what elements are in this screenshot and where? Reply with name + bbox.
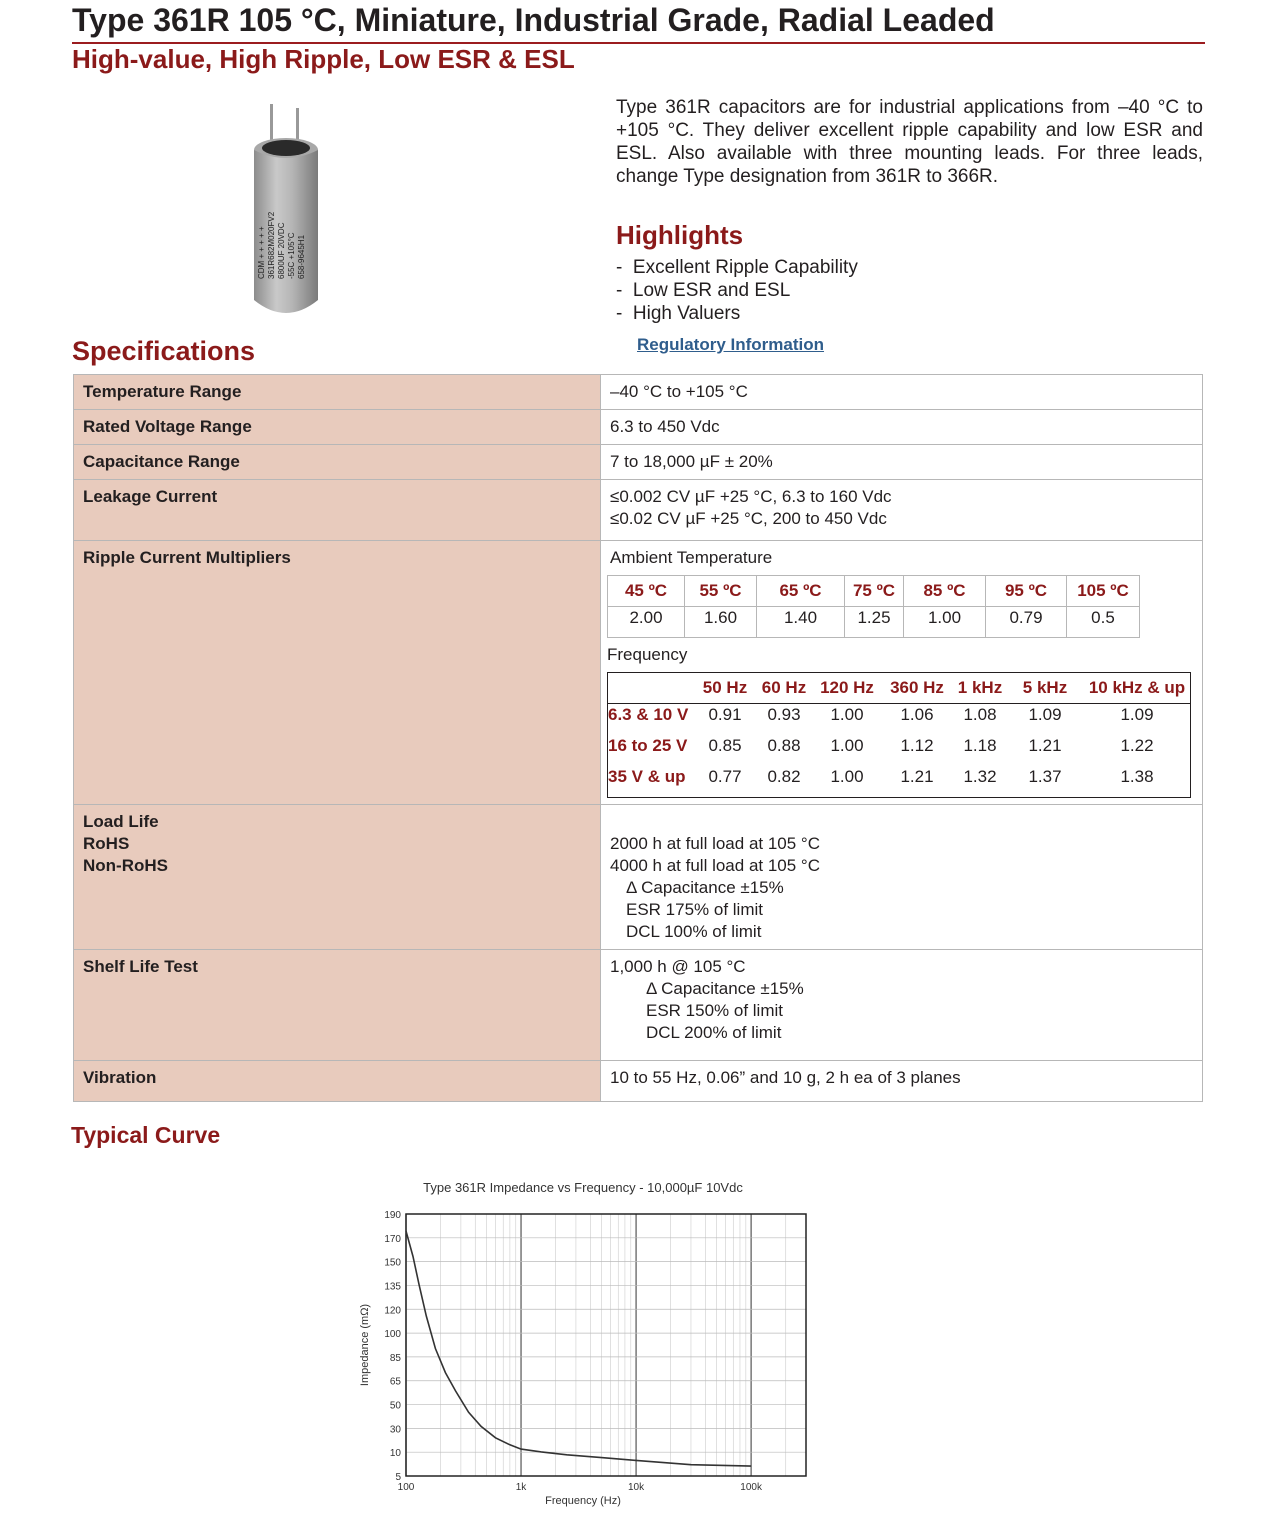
y-tick-label: 10 xyxy=(389,1448,401,1460)
y-tick-label: 170 xyxy=(384,1233,401,1245)
chart-grid xyxy=(406,1214,806,1476)
y-tick-label: 30 xyxy=(389,1424,401,1436)
y-axis-ticks xyxy=(384,1210,401,1483)
spec-label: Ripple Current Multipliers xyxy=(74,541,601,805)
ambient-value: 1.00 xyxy=(904,607,986,638)
x-tick-label: 10k xyxy=(628,1482,645,1493)
frequency-row xyxy=(608,704,1191,736)
spec-label: Vibration xyxy=(74,1061,601,1102)
spec-row-vibration xyxy=(74,1061,1203,1102)
y-tick-label: 5 xyxy=(395,1472,401,1483)
frequency-value: 1.21 xyxy=(1028,736,1062,755)
specifications-heading: Specifications xyxy=(72,336,256,366)
x-axis-ticks xyxy=(398,1482,763,1493)
spec-label: Leakage Current xyxy=(74,480,601,541)
spec-row-capacitance xyxy=(74,445,1203,480)
ambient-header: 75 ºC xyxy=(845,576,904,607)
frequency-header: 120 Hz xyxy=(814,673,880,704)
frequency-label: Frequency xyxy=(607,645,688,664)
spec-value: 6.3 to 450 Vdc xyxy=(601,410,1203,445)
chart-title: Type 361R Impedance vs Frequency - 10,000µF 10Vdc xyxy=(423,1180,743,1195)
spec-value: 7 to 18,000 µF ± 20% xyxy=(601,445,1203,480)
frequency-value: 1.21 xyxy=(900,767,934,786)
frequency-value: 1.00 xyxy=(830,736,864,755)
spec-value xyxy=(601,950,1203,1061)
ambient-header: 55 ºC xyxy=(685,576,757,607)
ambient-header: 105 ºC xyxy=(1067,576,1140,607)
y-axis-label: Impedance (mΩ) xyxy=(359,1303,371,1387)
load-life-label: Load Life xyxy=(83,812,159,831)
typical-curve-heading: Typical Curve xyxy=(71,1122,221,1148)
frequency-value: 1.00 xyxy=(830,705,864,724)
ambient-multiplier-table xyxy=(607,575,1140,638)
frequency-header: 5 kHz xyxy=(1006,673,1084,704)
ambient-value: 1.25 xyxy=(845,607,904,638)
leakage-line: ≤0.002 CV µF +25 °C, 6.3 to 160 Vdc xyxy=(610,487,892,506)
spec-label: Rated Voltage Range xyxy=(74,410,601,445)
load-life-line: 2000 h at full load at 105 °C xyxy=(610,834,821,853)
frequency-value: 0.82 xyxy=(767,767,801,786)
frequency-value: 1.18 xyxy=(963,736,997,755)
frequency-multiplier-table xyxy=(607,672,1191,798)
load-life-subline: Δ Capacitance ±15% xyxy=(626,878,784,897)
load-life-line: 4000 h at full load at 105 °C xyxy=(610,856,821,875)
svg-text:6800UF 20VDC: 6800UF 20VDC xyxy=(277,222,286,279)
ambient-header: 65 ºC xyxy=(757,576,845,607)
lead-right xyxy=(296,108,299,140)
impedance-chart xyxy=(350,1172,820,1512)
x-tick-label: 100k xyxy=(740,1482,762,1493)
y-tick-label: 190 xyxy=(384,1210,401,1221)
intro-paragraph: Type 361R capacitors are for industrial applications from –40 °C to +105 °C. They deliver excellent ripple capability and low ESR and ESL. Also available with three mounting leads. For three leads, change Type designation from 361R to 366R. xyxy=(616,97,1203,187)
y-tick-label: 135 xyxy=(384,1281,401,1293)
capacitor-image xyxy=(244,104,334,324)
x-axis-label: Frequency (Hz) xyxy=(545,1495,621,1507)
spec-label: Temperature Range xyxy=(74,375,601,410)
spec-row-ripple xyxy=(74,541,1203,805)
spec-label: Capacitance Range xyxy=(74,445,601,480)
highlight-item: - Low ESR and ESL xyxy=(616,279,858,302)
leakage-line: ≤0.02 CV µF +25 °C, 200 to 450 Vdc xyxy=(610,509,887,528)
page-title: Type 361R 105 °C, Miniature, Industrial Grade, Radial Leaded xyxy=(72,2,995,38)
spec-row-leakage xyxy=(74,480,1203,541)
frequency-row-label: 16 to 25 V xyxy=(608,736,688,755)
highlight-item: - High Valuers xyxy=(616,302,858,325)
ambient-header: 95 ºC xyxy=(986,576,1067,607)
frequency-value: 1.08 xyxy=(963,705,997,724)
rohs-label: RoHS xyxy=(83,834,130,853)
ambient-value: 2.00 xyxy=(608,607,685,638)
shelf-life-subline: Δ Capacitance ±15% xyxy=(646,979,804,998)
non-rohs-label: Non-RoHS xyxy=(83,856,168,875)
frequency-value: 1.32 xyxy=(963,767,997,786)
frequency-value: 1.37 xyxy=(1028,767,1062,786)
frequency-header: 1 kHz xyxy=(954,673,1006,704)
spec-value xyxy=(601,541,1203,805)
specifications-table xyxy=(73,374,1203,1102)
highlights-list xyxy=(616,256,858,325)
page-subtitle: High-value, High Ripple, Low ESR & ESL xyxy=(72,44,575,74)
spec-value: 10 to 55 Hz, 0.06” and 10 g, 2 h ea of 3 planes xyxy=(601,1061,1203,1102)
shelf-life-subline: ESR 150% of limit xyxy=(646,1001,783,1020)
x-tick-label: 100 xyxy=(397,1482,415,1493)
frequency-row xyxy=(608,735,1191,766)
frequency-value: 0.93 xyxy=(767,705,801,724)
frequency-header: 360 Hz xyxy=(880,673,954,704)
svg-text:658-9645H1: 658-9645H1 xyxy=(297,234,306,279)
frequency-row-label: 6.3 & 10 V xyxy=(608,705,689,724)
frequency-value: 0.77 xyxy=(708,767,742,786)
frequency-value: 1.06 xyxy=(900,705,934,724)
x-tick-label: 1k xyxy=(515,1482,527,1493)
spec-row-shelf-life xyxy=(74,950,1203,1061)
frequency-value: 0.85 xyxy=(708,736,742,755)
ambient-header: 45 ºC xyxy=(608,576,685,607)
shelf-life-line: 1,000 h @ 105 °C xyxy=(610,957,746,976)
shelf-life-subline: DCL 200% of limit xyxy=(646,1023,782,1042)
frequency-value: 0.91 xyxy=(708,705,742,724)
load-life-subline: DCL 100% of limit xyxy=(626,922,762,941)
highlights-heading: Highlights xyxy=(616,220,744,250)
spec-value xyxy=(601,480,1203,541)
ambient-value: 0.5 xyxy=(1067,607,1140,638)
spec-label: Shelf Life Test xyxy=(74,950,601,1061)
svg-text:-55C +105°C: -55C +105°C xyxy=(287,232,296,279)
regulatory-info-link[interactable]: Regulatory Information xyxy=(637,335,825,354)
spec-value xyxy=(601,805,1203,950)
frequency-value: 1.22 xyxy=(1120,736,1154,755)
frequency-value: 0.88 xyxy=(767,736,801,755)
frequency-header: 60 Hz xyxy=(754,673,814,704)
spec-value: –40 °C to +105 °C xyxy=(601,375,1203,410)
y-tick-label: 65 xyxy=(389,1376,401,1388)
lead-left xyxy=(270,104,273,140)
frequency-value: 1.09 xyxy=(1120,705,1154,724)
y-tick-label: 120 xyxy=(384,1305,401,1317)
highlight-item: - Excellent Ripple Capability xyxy=(616,256,858,279)
ambient-value: 0.79 xyxy=(986,607,1067,638)
spec-row-voltage xyxy=(74,410,1203,445)
frequency-value: 1.09 xyxy=(1028,705,1062,724)
svg-text:361R682M020FV2: 361R682M020FV2 xyxy=(267,211,276,279)
frequency-row-label: 35 V & up xyxy=(608,767,686,786)
svg-text:CDM + + + + +: CDM + + + + + xyxy=(257,226,266,279)
load-life-subline: ESR 175% of limit xyxy=(626,900,763,919)
spec-row-temperature xyxy=(74,375,1203,410)
y-tick-label: 85 xyxy=(389,1352,401,1364)
frequency-header: 50 Hz xyxy=(696,673,754,704)
frequency-header: 10 kHz & up xyxy=(1084,673,1191,704)
ambient-temperature-label: Ambient Temperature xyxy=(610,548,773,567)
frequency-value: 1.38 xyxy=(1120,767,1154,786)
frequency-row xyxy=(608,766,1191,798)
ambient-header: 85 ºC xyxy=(904,576,986,607)
frequency-value: 1.12 xyxy=(900,736,934,755)
frequency-value: 1.00 xyxy=(830,767,864,786)
impedance-series-line xyxy=(406,1231,751,1466)
y-tick-label: 100 xyxy=(384,1329,401,1341)
spec-label xyxy=(74,805,601,950)
ambient-value: 1.40 xyxy=(757,607,845,638)
y-tick-label: 50 xyxy=(389,1400,401,1412)
ambient-value: 1.60 xyxy=(685,607,757,638)
spec-row-load-life xyxy=(74,805,1203,950)
y-tick-label: 150 xyxy=(384,1257,401,1269)
